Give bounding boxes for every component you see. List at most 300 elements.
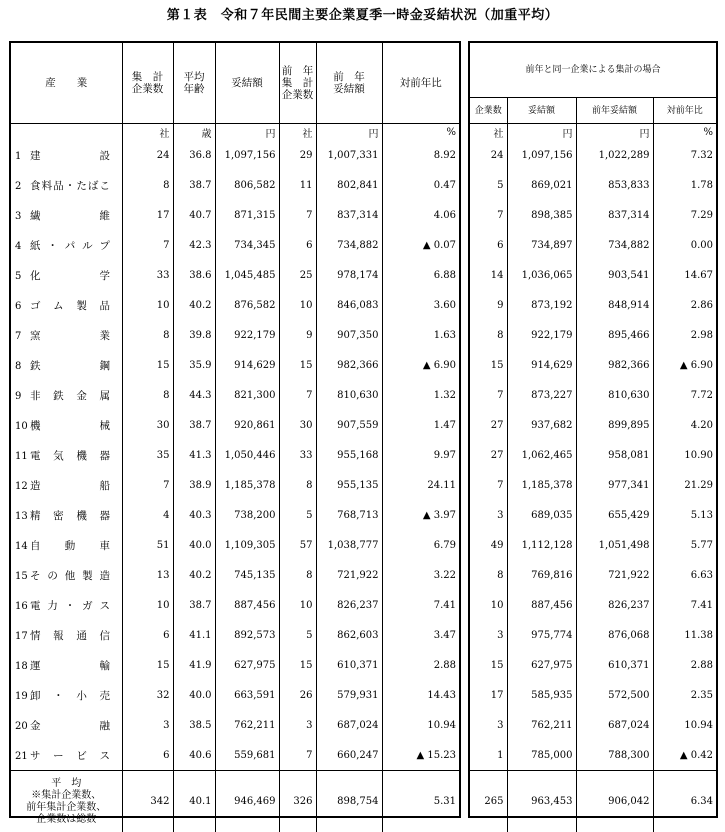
r-amount-cell: 975,774	[507, 620, 576, 650]
yoy-cell: ▲ 3.97	[382, 500, 459, 530]
r-amount-cell: 914,629	[507, 350, 576, 380]
r-prev-amount-cell: 687,024	[576, 710, 653, 740]
yoy-cell: 1.63	[382, 320, 459, 350]
r-prev-amount-cell: 895,466	[576, 320, 653, 350]
amount-cell: 920,861	[215, 410, 279, 440]
table-row	[470, 170, 716, 200]
r-count-cell: 7	[470, 200, 507, 230]
prev-count-cell: 7	[279, 380, 316, 410]
table-title: 第１表 令和７年民間主要企業夏季一時金妥結状況（加重平均）	[0, 4, 725, 23]
amount-cell: 734,345	[215, 230, 279, 260]
industry-name: 紙・パルプ	[30, 238, 110, 253]
amount-cell: 1,109,305	[215, 530, 279, 560]
prev-count-cell: 11	[279, 170, 316, 200]
r-yoy-cell: 5.77	[653, 530, 716, 560]
industry-name: 鉄鋼	[30, 358, 110, 373]
age-cell: 38.5	[173, 710, 215, 740]
unit-prev-count: 社	[279, 124, 316, 141]
table-row	[11, 710, 459, 740]
table-row	[470, 200, 716, 230]
age-cell: 41.3	[173, 440, 215, 470]
prev-count-cell: 5	[279, 620, 316, 650]
table-row	[11, 410, 459, 440]
yoy-cell: ▲ 15.23	[382, 740, 459, 771]
count-cell: 24	[122, 140, 173, 170]
industry-cell	[11, 710, 122, 740]
amount-cell: 745,135	[215, 560, 279, 590]
row-number: 9	[15, 391, 30, 402]
main-table	[11, 43, 459, 832]
r-prev-amount-cell: 853,833	[576, 170, 653, 200]
prev-amount-cell: 734,882	[316, 230, 382, 260]
r-yoy-cell: 11.38	[653, 620, 716, 650]
r-amount-cell: 898,385	[507, 200, 576, 230]
row-number: 19	[15, 691, 30, 702]
amount-cell: 1,045,485	[215, 260, 279, 290]
units-row	[11, 124, 459, 141]
unit-r-count: 社	[470, 124, 507, 141]
row-number: 7	[15, 331, 30, 342]
table-row	[470, 350, 716, 380]
average-amount: 946,469	[215, 771, 279, 832]
r-amount-cell: 769,816	[507, 560, 576, 590]
prev-amount-cell: 955,168	[316, 440, 382, 470]
unit-r-yoy: %	[653, 124, 716, 141]
table-row	[470, 680, 716, 710]
age-cell: 41.9	[173, 650, 215, 680]
r-prev-amount-cell: 788,300	[576, 740, 653, 771]
count-cell: 33	[122, 260, 173, 290]
industry-name: 電力・ガス	[30, 598, 110, 613]
header-r-amount: 妥結額	[507, 98, 576, 124]
average-age: 40.1	[173, 771, 215, 832]
industry-cell	[11, 320, 122, 350]
table-row	[470, 650, 716, 680]
age-cell: 40.0	[173, 680, 215, 710]
count-cell: 6	[122, 740, 173, 771]
r-average-count: 265	[470, 771, 507, 832]
r-amount-cell: 873,192	[507, 290, 576, 320]
r-prev-amount-cell: 826,237	[576, 590, 653, 620]
r-count-cell: 6	[470, 230, 507, 260]
amount-cell: 1,097,156	[215, 140, 279, 170]
r-count-cell: 17	[470, 680, 507, 710]
prev-amount-cell: 978,174	[316, 260, 382, 290]
count-cell: 17	[122, 200, 173, 230]
r-count-cell: 9	[470, 290, 507, 320]
r-amount-cell: 785,000	[507, 740, 576, 771]
industry-cell	[11, 500, 122, 530]
r-count-cell: 7	[470, 470, 507, 500]
yoy-cell: 3.60	[382, 290, 459, 320]
amount-cell: 738,200	[215, 500, 279, 530]
age-cell: 40.2	[173, 560, 215, 590]
prev-count-cell: 15	[279, 350, 316, 380]
age-cell: 38.9	[173, 470, 215, 500]
industry-name: 情報通信	[30, 628, 110, 643]
unit-blank	[11, 124, 122, 141]
r-yoy-cell: 7.32	[653, 140, 716, 170]
industry-name: 造船	[30, 478, 110, 493]
amount-cell: 627,975	[215, 650, 279, 680]
industry-name: 自動車	[30, 538, 110, 553]
industry-name: ゴム製品	[30, 298, 110, 313]
row-number: 3	[15, 211, 30, 222]
yoy-cell: ▲ 6.90	[382, 350, 459, 380]
prev-amount-cell: 982,366	[316, 350, 382, 380]
table-row	[11, 260, 459, 290]
r-average-prev-amount: 906,042	[576, 771, 653, 832]
yoy-cell: 6.79	[382, 530, 459, 560]
r-prev-amount-cell: 1,022,289	[576, 140, 653, 170]
age-cell: 40.6	[173, 740, 215, 771]
r-count-cell: 27	[470, 440, 507, 470]
industry-cell	[11, 530, 122, 560]
r-yoy-cell: 10.90	[653, 440, 716, 470]
header-r-count: 企業数	[470, 98, 507, 124]
r-prev-amount-cell: 721,922	[576, 560, 653, 590]
r-count-cell: 3	[470, 710, 507, 740]
same-company-header-row	[470, 98, 716, 124]
prev-amount-cell: 1,038,777	[316, 530, 382, 560]
header-r-yoy: 対前年比	[653, 98, 716, 124]
prev-amount-cell: 1,007,331	[316, 140, 382, 170]
prev-count-cell: 29	[279, 140, 316, 170]
r-count-cell: 27	[470, 410, 507, 440]
row-number: 11	[15, 451, 30, 462]
main-table-frame	[9, 41, 461, 818]
age-cell: 42.3	[173, 230, 215, 260]
yoy-cell: 10.94	[382, 710, 459, 740]
prev-count-cell: 10	[279, 590, 316, 620]
industry-name: サービス	[30, 748, 110, 763]
table-row	[470, 440, 716, 470]
r-amount-cell: 922,179	[507, 320, 576, 350]
yoy-cell: 0.47	[382, 170, 459, 200]
r-yoy-cell: 14.67	[653, 260, 716, 290]
yoy-cell: 8.92	[382, 140, 459, 170]
r-prev-amount-cell: 848,914	[576, 290, 653, 320]
r-yoy-cell: 2.35	[653, 680, 716, 710]
age-cell: 41.1	[173, 620, 215, 650]
industry-name: 窯業	[30, 328, 110, 343]
table-row	[470, 380, 716, 410]
row-number: 15	[15, 571, 30, 582]
table-row	[470, 500, 716, 530]
table-row	[11, 740, 459, 771]
average-count: 342	[122, 771, 173, 832]
prev-count-cell: 6	[279, 230, 316, 260]
industry-cell	[11, 230, 122, 260]
r-count-cell: 24	[470, 140, 507, 170]
amount-cell: 914,629	[215, 350, 279, 380]
r-count-cell: 1	[470, 740, 507, 771]
row-number: 12	[15, 481, 30, 492]
r-count-cell: 14	[470, 260, 507, 290]
r-count-cell: 8	[470, 320, 507, 350]
r-count-cell: 5	[470, 170, 507, 200]
r-yoy-cell: 5.13	[653, 500, 716, 530]
average-yoy: 5.31	[382, 771, 459, 832]
r-yoy-cell: 2.98	[653, 320, 716, 350]
industry-name: 非鉄金属	[30, 388, 110, 403]
r-amount-cell: 937,682	[507, 410, 576, 440]
count-cell: 32	[122, 680, 173, 710]
same-company-table-frame	[468, 41, 718, 818]
prev-count-cell: 10	[279, 290, 316, 320]
r-amount-cell: 1,185,378	[507, 470, 576, 500]
r-yoy-cell: 4.20	[653, 410, 716, 440]
industry-cell	[11, 140, 122, 170]
r-count-cell: 49	[470, 530, 507, 560]
table-row	[11, 290, 459, 320]
r-prev-amount-cell: 982,366	[576, 350, 653, 380]
table-row	[11, 350, 459, 380]
industry-cell	[11, 740, 122, 771]
table-row	[11, 200, 459, 230]
prev-amount-cell: 721,922	[316, 560, 382, 590]
table-row	[470, 410, 716, 440]
r-yoy-cell: 0.00	[653, 230, 716, 260]
unit-prev-amount: 円	[316, 124, 382, 141]
prev-amount-cell: 579,931	[316, 680, 382, 710]
count-cell: 7	[122, 470, 173, 500]
row-number: 2	[15, 181, 30, 192]
age-cell: 40.2	[173, 290, 215, 320]
industry-name: 卸・小売	[30, 688, 110, 703]
industry-cell	[11, 440, 122, 470]
header-prev-count: 前 年 集 計 企業数	[279, 43, 316, 124]
table-row	[11, 590, 459, 620]
r-amount-cell: 869,021	[507, 170, 576, 200]
table-row	[11, 650, 459, 680]
r-yoy-cell: 7.72	[653, 380, 716, 410]
unit-count: 社	[122, 124, 173, 141]
unit-r-amount: 円	[507, 124, 576, 141]
average-note: ※集計企業数、 前年集計企業数、 企業数は総数	[11, 790, 122, 826]
age-cell: 40.0	[173, 530, 215, 560]
table-row	[470, 260, 716, 290]
yoy-cell: 3.22	[382, 560, 459, 590]
count-cell: 10	[122, 590, 173, 620]
industry-name: 運輸	[30, 658, 110, 673]
r-count-cell: 3	[470, 500, 507, 530]
industry-name: 化学	[30, 268, 110, 283]
prev-count-cell: 9	[279, 320, 316, 350]
industry-cell	[11, 680, 122, 710]
prev-count-cell: 3	[279, 710, 316, 740]
prev-amount-cell: 837,314	[316, 200, 382, 230]
prev-amount-cell: 907,350	[316, 320, 382, 350]
prev-count-cell: 57	[279, 530, 316, 560]
header-same-company-group: 前年と同一企業による集計の場合	[470, 43, 716, 98]
amount-cell: 663,591	[215, 680, 279, 710]
table-row	[470, 590, 716, 620]
r-prev-amount-cell: 977,341	[576, 470, 653, 500]
table-row	[470, 620, 716, 650]
r-amount-cell: 1,112,128	[507, 530, 576, 560]
prev-amount-cell: 768,713	[316, 500, 382, 530]
age-cell: 38.6	[173, 260, 215, 290]
table-row	[470, 740, 716, 771]
r-amount-cell: 1,036,065	[507, 260, 576, 290]
prev-count-cell: 30	[279, 410, 316, 440]
r-amount-cell: 1,097,156	[507, 140, 576, 170]
header-prev-amount: 前 年 妥結額	[316, 43, 382, 124]
amount-cell: 1,050,446	[215, 440, 279, 470]
table-row	[11, 380, 459, 410]
amount-cell: 876,582	[215, 290, 279, 320]
age-cell: 40.7	[173, 200, 215, 230]
yoy-cell: 24.11	[382, 470, 459, 500]
r-count-cell: 8	[470, 560, 507, 590]
amount-cell: 887,456	[215, 590, 279, 620]
table-row	[11, 530, 459, 560]
count-cell: 8	[122, 380, 173, 410]
prev-amount-cell: 846,083	[316, 290, 382, 320]
r-yoy-cell: ▲ 6.90	[653, 350, 716, 380]
same-company-group-header-row	[470, 43, 716, 98]
yoy-cell: 7.41	[382, 590, 459, 620]
table-row	[470, 530, 716, 560]
r-yoy-cell: 7.41	[653, 590, 716, 620]
yoy-cell: 1.47	[382, 410, 459, 440]
r-prev-amount-cell: 734,882	[576, 230, 653, 260]
industry-name: 建設	[30, 148, 110, 163]
r-yoy-cell: 2.88	[653, 650, 716, 680]
industry-cell	[11, 650, 122, 680]
r-amount-cell: 762,211	[507, 710, 576, 740]
table-row	[11, 230, 459, 260]
count-cell: 8	[122, 170, 173, 200]
amount-cell: 871,315	[215, 200, 279, 230]
header-age: 平均 年齢	[173, 43, 215, 124]
amount-cell: 559,681	[215, 740, 279, 771]
r-yoy-cell: 7.29	[653, 200, 716, 230]
table-row	[11, 500, 459, 530]
industry-cell	[11, 410, 122, 440]
industry-cell	[11, 620, 122, 650]
amount-cell: 922,179	[215, 320, 279, 350]
average-label: 平 均	[11, 778, 122, 790]
header-yoy: 対前年比	[382, 43, 459, 124]
table-row	[11, 140, 459, 170]
industry-name: 機械	[30, 418, 110, 433]
r-yoy-cell: 1.78	[653, 170, 716, 200]
count-cell: 51	[122, 530, 173, 560]
row-number: 17	[15, 631, 30, 642]
count-cell: 10	[122, 290, 173, 320]
prev-count-cell: 33	[279, 440, 316, 470]
r-yoy-cell: 2.86	[653, 290, 716, 320]
r-units-row	[470, 124, 716, 141]
prev-count-cell: 15	[279, 650, 316, 680]
r-prev-amount-cell: 958,081	[576, 440, 653, 470]
prev-amount-cell: 862,603	[316, 620, 382, 650]
r-prev-amount-cell: 876,068	[576, 620, 653, 650]
header-count: 集 計 企業数	[122, 43, 173, 124]
count-cell: 4	[122, 500, 173, 530]
prev-amount-cell: 826,237	[316, 590, 382, 620]
table-row	[470, 320, 716, 350]
industry-cell	[11, 350, 122, 380]
r-prev-amount-cell: 810,630	[576, 380, 653, 410]
age-cell: 40.3	[173, 500, 215, 530]
count-cell: 3	[122, 710, 173, 740]
r-amount-cell: 873,227	[507, 380, 576, 410]
count-cell: 15	[122, 350, 173, 380]
r-count-cell: 10	[470, 590, 507, 620]
industry-cell	[11, 200, 122, 230]
table-row	[11, 170, 459, 200]
prev-amount-cell: 610,371	[316, 650, 382, 680]
industry-name: 金融	[30, 718, 110, 733]
row-number: 4	[15, 241, 30, 252]
header-r-prev-amount: 前年妥結額	[576, 98, 653, 124]
yoy-cell: 3.47	[382, 620, 459, 650]
prev-count-cell: 26	[279, 680, 316, 710]
age-cell: 44.3	[173, 380, 215, 410]
r-yoy-cell: 6.63	[653, 560, 716, 590]
yoy-cell: 2.88	[382, 650, 459, 680]
unit-age: 歳	[173, 124, 215, 141]
count-cell: 6	[122, 620, 173, 650]
prev-amount-cell: 955,135	[316, 470, 382, 500]
table-row	[11, 470, 459, 500]
industry-name: 繊維	[30, 208, 110, 223]
r-yoy-cell: ▲ 0.42	[653, 740, 716, 771]
age-cell: 35.9	[173, 350, 215, 380]
industry-cell	[11, 560, 122, 590]
count-cell: 7	[122, 230, 173, 260]
prev-count-cell: 25	[279, 260, 316, 290]
yoy-cell: ▲ 0.07	[382, 230, 459, 260]
row-number: 10	[15, 421, 30, 432]
count-cell: 15	[122, 650, 173, 680]
amount-cell: 821,300	[215, 380, 279, 410]
same-company-table	[470, 43, 716, 832]
average-prev-amount: 898,754	[316, 771, 382, 832]
prev-amount-cell: 687,024	[316, 710, 382, 740]
row-number: 18	[15, 661, 30, 672]
age-cell: 38.7	[173, 590, 215, 620]
row-number: 1	[15, 151, 30, 162]
prev-count-cell: 7	[279, 740, 316, 771]
r-amount-cell: 1,062,465	[507, 440, 576, 470]
prev-amount-cell: 810,630	[316, 380, 382, 410]
row-number: 14	[15, 541, 30, 552]
table-row	[11, 620, 459, 650]
table-row	[470, 710, 716, 740]
prev-count-cell: 8	[279, 470, 316, 500]
prev-amount-cell: 802,841	[316, 170, 382, 200]
prev-count-cell: 5	[279, 500, 316, 530]
age-cell: 38.7	[173, 410, 215, 440]
amount-cell: 762,211	[215, 710, 279, 740]
table-row	[11, 440, 459, 470]
unit-r-prev-amount: 円	[576, 124, 653, 141]
r-prev-amount-cell: 610,371	[576, 650, 653, 680]
header-industry: 産 業	[11, 43, 122, 124]
r-yoy-cell: 10.94	[653, 710, 716, 740]
average-prev-count: 326	[279, 771, 316, 832]
yoy-cell: 6.88	[382, 260, 459, 290]
r-prev-amount-cell: 655,429	[576, 500, 653, 530]
r-count-cell: 15	[470, 350, 507, 380]
row-number: 21	[15, 751, 30, 762]
r-prev-amount-cell: 903,541	[576, 260, 653, 290]
r-amount-cell: 734,897	[507, 230, 576, 260]
